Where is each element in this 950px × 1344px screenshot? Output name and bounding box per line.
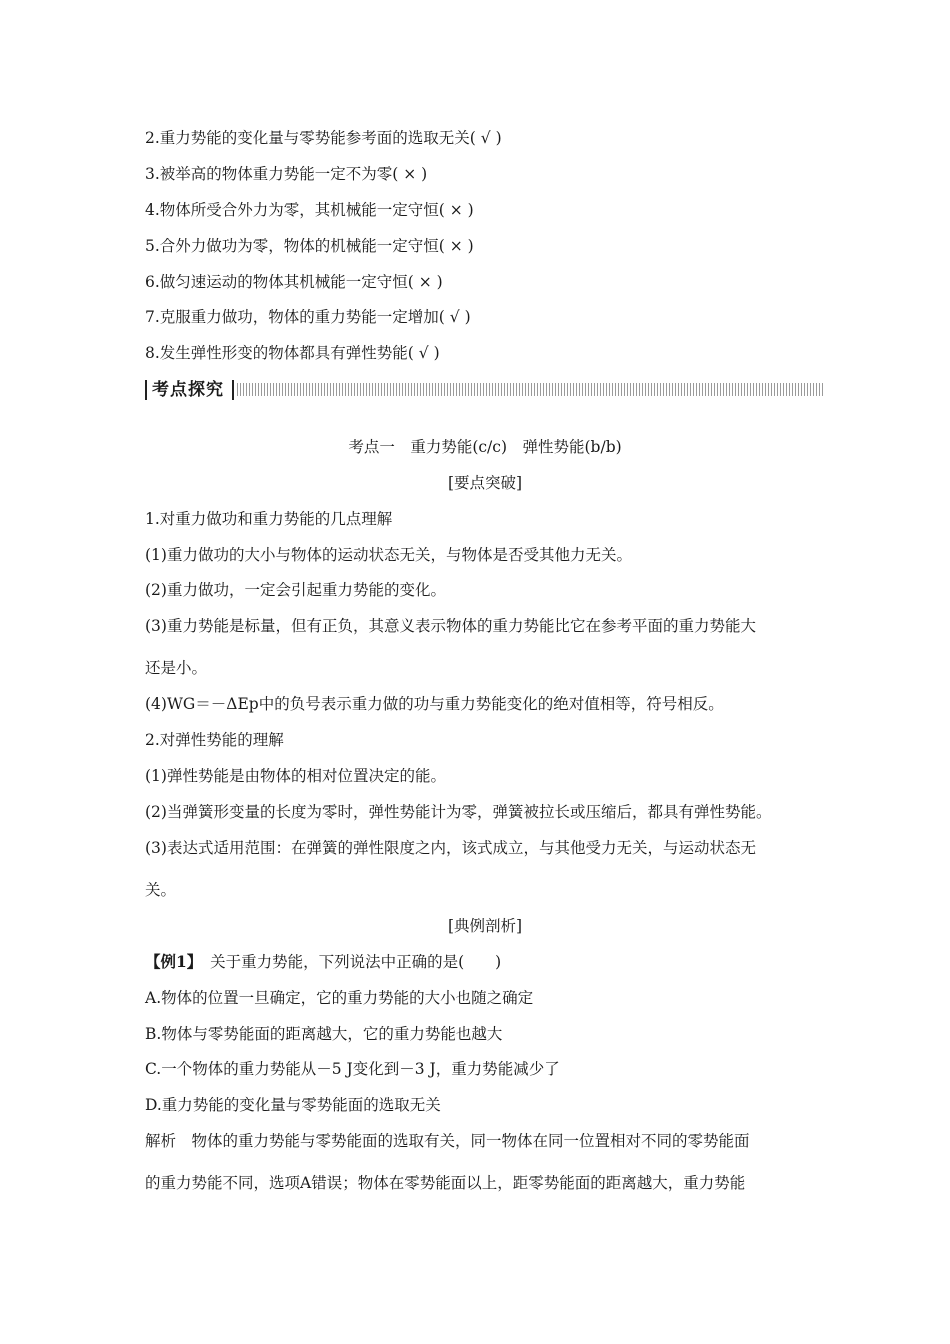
- point2-item: (2)当弹簧形变量的长度为零时，弹性势能计为零，弹簧被拉长或压缩后，都具有弹性势能。: [145, 803, 772, 821]
- analysis-line: 解析 物体的重力势能与零势能面的选取有关，同一物体在同一位置相对不同的零势能面: [145, 1132, 750, 1150]
- option-a: A.物体的位置一旦确定，它的重力势能的大小也随之确定: [145, 989, 534, 1007]
- option-c: C.一个物体的重力势能从－5 J变化到－3 J，重力势能减少了: [145, 1060, 560, 1078]
- key-points-heading: [要点突破]: [447, 474, 523, 492]
- point1-item: (2)重力做功，一定会引起重力势能的变化。: [145, 581, 446, 599]
- judgment-item-6: 6.做匀速运动的物体其机械能一定守恒( × ): [145, 273, 443, 291]
- section-bar-right: [232, 380, 234, 400]
- judgment-item-8: 8.发生弹性形变的物体都具有弹性势能( √ ): [145, 344, 440, 362]
- section-hatch-divider: [237, 383, 825, 396]
- section-title: 考点探究: [152, 380, 224, 400]
- judgment-item-3: 3.被举高的物体重力势能一定不为零( × ): [145, 165, 428, 183]
- point2-item: (1)弹性势能是由物体的相对位置决定的能。: [145, 767, 446, 785]
- judgment-item-2: 2.重力势能的变化量与零势能参考面的选取无关( √ ): [145, 129, 502, 147]
- point2-item-continuation: 关。: [145, 881, 177, 899]
- section-header: [145, 377, 825, 403]
- option-b: B.物体与零势能面的距离越大，它的重力势能也越大: [145, 1025, 503, 1043]
- example-label: 【例1】: [145, 952, 195, 971]
- point1-item-continuation: 还是小。: [145, 659, 208, 677]
- topic-title: 考点一 重力势能(c/c) 弹性势能(b/b): [348, 438, 622, 456]
- point1-item: (3)重力势能是标量，但有正负，其意义表示物体的重力势能比它在参考平面的重力势能大: [145, 617, 756, 635]
- point1-item: (4)WG＝－ΔEp中的负号表示重力做的功与重力势能变化的绝对值相等，符号相反。: [145, 695, 724, 713]
- point1-item: (1)重力做功的大小与物体的运动状态无关，与物体是否受其他力无关。: [145, 546, 632, 564]
- point1-heading: 1.对重力做功和重力势能的几点理解: [145, 510, 393, 528]
- section-bar-left: [145, 380, 147, 400]
- example-heading: [典例剖析]: [447, 917, 523, 935]
- judgment-item-7: 7.克服重力做功，物体的重力势能一定增加( √ ): [145, 308, 471, 326]
- example-question-line: [145, 950, 825, 974]
- option-d: D.重力势能的变化量与零势能面的选取无关: [145, 1096, 441, 1114]
- analysis-line: 的重力势能不同，选项A错误；物体在零势能面以上，距零势能面的距离越大，重力势能: [145, 1174, 746, 1192]
- point2-heading: 2.对弹性势能的理解: [145, 731, 284, 749]
- judgment-item-4: 4.物体所受合外力为零，其机械能一定守恒( × ): [145, 201, 474, 219]
- judgment-item-5: 5.合外力做功为零，物体的机械能一定守恒( × ): [145, 237, 474, 255]
- point2-item: (3)表达式适用范围：在弹簧的弹性限度之内，该式成立，与其他受力无关，与运动状态无: [145, 839, 756, 857]
- example-question: 关于重力势能，下列说法中正确的是( ): [210, 953, 502, 971]
